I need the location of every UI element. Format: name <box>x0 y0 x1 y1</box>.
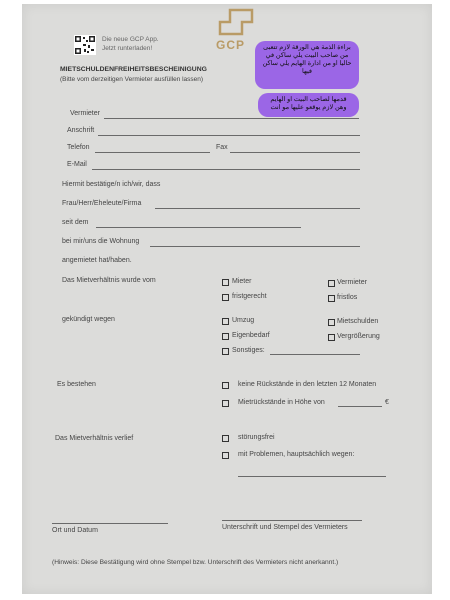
app-promo-line1: Die neue GCP App. <box>102 36 159 43</box>
option-keine-rueckstaende: keine Rückstände in den letzten 12 Monaten <box>238 381 377 388</box>
checkbox-keine-rueckstaende[interactable] <box>222 382 229 389</box>
sonstiges-field[interactable] <box>270 354 360 355</box>
anschrift-field[interactable] <box>98 135 360 136</box>
checkbox-eigenbedarf[interactable] <box>222 333 229 340</box>
probleme-field[interactable] <box>238 476 386 477</box>
hiermit-text: Hiermit bestätige/n ich/wir, dass <box>62 181 161 188</box>
label-anschrift: Anschrift <box>67 127 95 134</box>
checkbox-vermieter[interactable] <box>328 280 335 287</box>
label-bei-mir: bei mir/uns die Wohnung <box>62 238 140 245</box>
checkbox-probleme[interactable] <box>222 452 229 459</box>
option-mieter: Mieter <box>232 278 252 285</box>
ort-datum-field[interactable] <box>52 523 168 524</box>
label-ort-datum: Ort und Datum <box>52 527 98 534</box>
option-probleme: mit Problemen, hauptsächlich wegen: <box>238 451 355 458</box>
checkbox-stoerungsfrei[interactable] <box>222 435 229 442</box>
label-telefon: Telefon <box>67 144 90 151</box>
qr-code-icon <box>74 35 96 55</box>
label-email: E-Mail <box>67 161 87 168</box>
option-mietschulden: Mietschulden <box>337 318 379 325</box>
label-verlief: Das Mietverhältnis verlief <box>55 435 134 442</box>
checkbox-sonstiges[interactable] <box>222 348 229 355</box>
label-mietverhaeltnis: Das Mietverhältnis wurde vom <box>62 277 156 284</box>
option-vergroesserung: Vergrößerung <box>337 333 380 340</box>
label-vermieter: Vermieter <box>70 110 100 117</box>
checkbox-vergroesserung[interactable] <box>328 334 335 341</box>
checkbox-umzug[interactable] <box>222 318 229 325</box>
logo-text: GCP <box>216 38 246 52</box>
fax-field[interactable] <box>230 152 360 153</box>
label-seit-dem: seit dem <box>62 219 89 226</box>
option-vermieter: Vermieter <box>337 279 367 286</box>
option-fristgerecht: fristgerecht <box>232 293 267 300</box>
seit-dem-field[interactable] <box>96 227 301 228</box>
telefon-field[interactable] <box>95 152 210 153</box>
label-unterschrift: Unterschrift und Stempel des Vermieters <box>222 524 348 531</box>
option-umzug: Umzug <box>232 317 255 324</box>
euro-sign: € <box>385 399 389 406</box>
option-stoerungsfrei: störungsfrei <box>238 434 275 441</box>
option-eigenbedarf: Eigenbedarf <box>232 332 270 339</box>
label-fax: Fax <box>216 144 228 151</box>
label-gekuendigt: gekündigt wegen <box>62 316 115 323</box>
angemietet-text: angemietet hat/haben. <box>62 257 132 264</box>
form-subtitle: (Bitte vom derzeitigen Vermieter ausfüllen lassen) <box>60 76 204 83</box>
checkbox-mieter[interactable] <box>222 279 229 286</box>
mieter-name-field[interactable] <box>155 208 360 209</box>
label-es-bestehen: Es bestehen <box>57 381 96 388</box>
option-sonstiges: Sonstiges: <box>232 347 265 354</box>
label-frau-herr: Frau/Herr/Eheleute/Firma <box>62 200 142 207</box>
unterschrift-field[interactable] <box>222 520 362 521</box>
option-mietrueckstaende: Mietrückstände in Höhe von <box>238 399 325 406</box>
checkbox-fristgerecht[interactable] <box>222 294 229 301</box>
hinweis-text: (Hinweis: Diese Bestätigung wird ohne Stempel bzw. Unterschrift des Vermieters nicht anerkannt.) <box>52 559 339 566</box>
app-promo-line2: Jetzt runterladen! <box>102 45 153 52</box>
option-fristlos: fristlos <box>337 294 358 301</box>
mietrueckstaende-betrag-field[interactable] <box>338 406 382 407</box>
gcp-logo-icon <box>212 8 256 38</box>
checkbox-mietschulden[interactable] <box>328 319 335 326</box>
vermieter-field[interactable] <box>104 118 359 119</box>
annotation-bubble-2: قدمها لصاحب البيت او الهايم وهن لازم يوقعو عليها مو انت <box>258 93 359 117</box>
email-field[interactable] <box>92 169 360 170</box>
checkbox-mietrueckstaende[interactable] <box>222 400 229 407</box>
checkbox-fristlos[interactable] <box>328 295 335 302</box>
wohnung-field[interactable] <box>150 246 360 247</box>
form-title: MIETSCHULDENFREIHEITSBESCHEINIGUNG <box>60 66 207 73</box>
annotation-bubble-1: براءة الذمة هي الورقة لازم تتعبى من صاحب البيت يلي ساكن في حاليا او من ادارة الهايم يلي ساكن فيها <box>255 41 359 89</box>
